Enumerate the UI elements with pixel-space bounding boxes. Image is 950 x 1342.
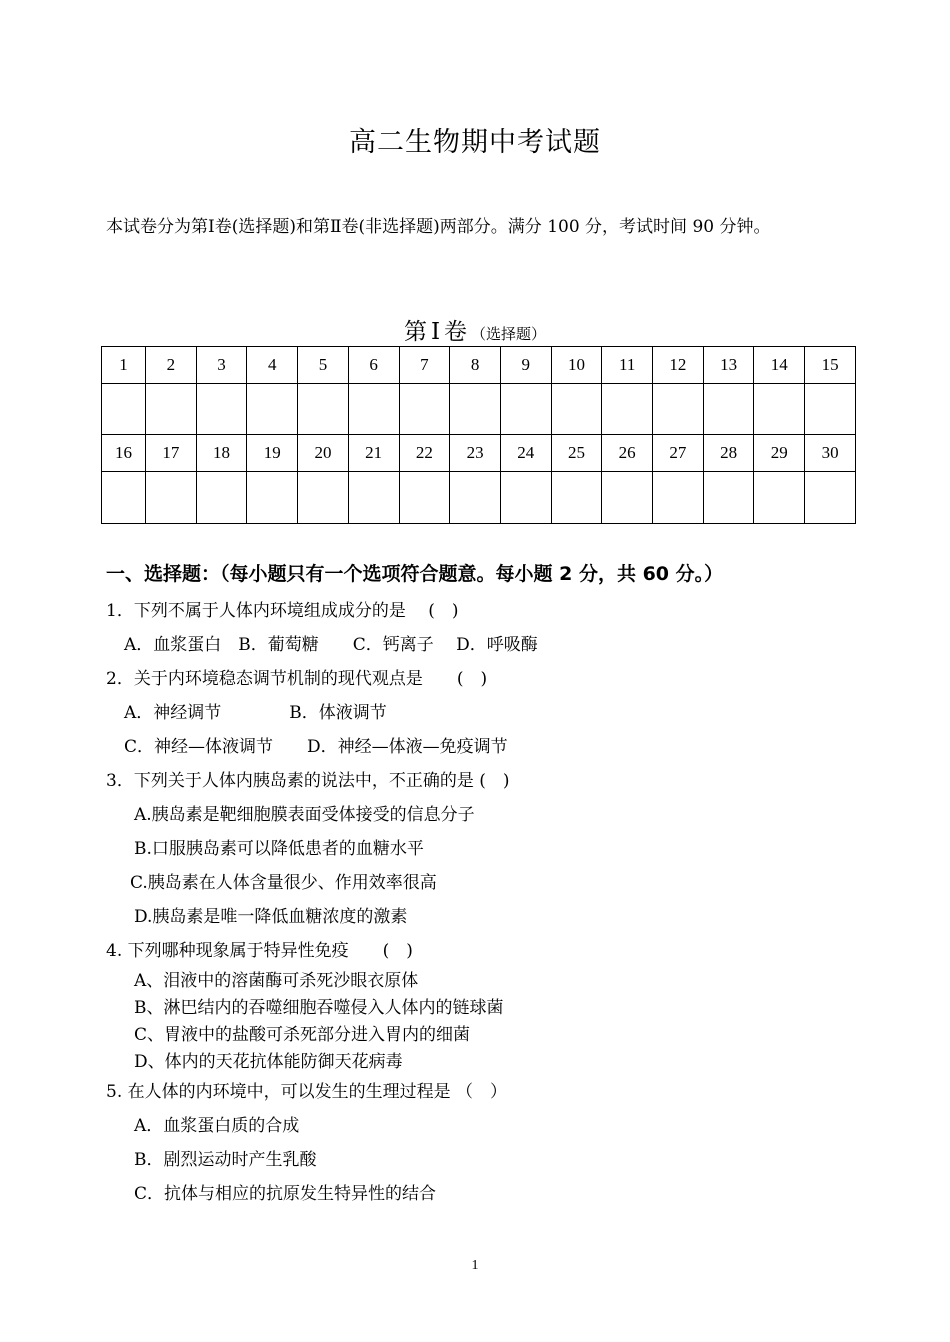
page-number: 1: [471, 1258, 479, 1273]
question-number: 9: [500, 347, 551, 384]
question-number: 23: [450, 435, 501, 472]
answer-cell[interactable]: [298, 383, 349, 435]
answer-cell[interactable]: [754, 383, 805, 435]
question-stem: 3．下列关于人体内胰岛素的说法中，不正确的是 ( ): [106, 771, 510, 791]
answer-blank-row-2: [102, 472, 856, 524]
question-number: 7: [399, 347, 450, 384]
page-title: 高二生物期中考试题: [349, 127, 601, 158]
question-number: 27: [653, 435, 704, 472]
answer-cell[interactable]: [399, 472, 450, 524]
question-options: A．血浆蛋白 B．葡萄糖 C．钙离子 D．呼吸酶: [124, 635, 538, 655]
question-number: 3: [196, 347, 247, 384]
question-number: 2: [146, 347, 197, 384]
question-number: 16: [102, 435, 146, 472]
question-number: 4: [247, 347, 298, 384]
question-number: 15: [805, 347, 856, 384]
volume-subtitle: （选择题）: [471, 325, 547, 343]
question-number: 8: [450, 347, 501, 384]
answer-cell[interactable]: [102, 383, 146, 435]
question-number: 14: [754, 347, 805, 384]
question-number: 13: [703, 347, 754, 384]
question-number: 24: [500, 435, 551, 472]
answer-number-row-2: [102, 435, 856, 472]
question-number: 22: [399, 435, 450, 472]
answer-cell[interactable]: [102, 472, 146, 524]
question-option: D、体内的天花抗体能防御天花病毒: [134, 1052, 403, 1072]
answer-cell[interactable]: [805, 383, 856, 435]
question-stem: 1．下列不属于人体内环境组成成分的是 ( ): [106, 601, 459, 621]
question-number: 1: [102, 347, 146, 384]
answer-blank-row-1: [102, 383, 856, 435]
answer-cell[interactable]: [450, 472, 501, 524]
question-number: 17: [146, 435, 197, 472]
question-number: 12: [653, 347, 704, 384]
answer-cell[interactable]: [348, 472, 399, 524]
question-stem: 4. 下列哪种现象属于特异性免疫 ( ): [106, 941, 413, 961]
question-number: 6: [348, 347, 399, 384]
answer-cell[interactable]: [602, 472, 653, 524]
question-option: C．抗体与相应的抗原发生特异性的结合: [134, 1184, 437, 1204]
question-number: 10: [551, 347, 602, 384]
question-number: 26: [602, 435, 653, 472]
answer-number-row-1: [102, 347, 856, 384]
answer-cell[interactable]: [754, 472, 805, 524]
answer-cell[interactable]: [551, 472, 602, 524]
answer-cell[interactable]: [805, 472, 856, 524]
answer-cell[interactable]: [500, 383, 551, 435]
answer-cell[interactable]: [146, 383, 197, 435]
question-number: 18: [196, 435, 247, 472]
answer-cell[interactable]: [146, 472, 197, 524]
question-number: 5: [298, 347, 349, 384]
question-option: C、胃液中的盐酸可杀死部分进入胃内的细菌: [134, 1025, 471, 1045]
answer-cell[interactable]: [247, 383, 298, 435]
answer-cell[interactable]: [653, 383, 704, 435]
answer-cell[interactable]: [551, 383, 602, 435]
question-number: 19: [247, 435, 298, 472]
answer-cell[interactable]: [450, 383, 501, 435]
question-option: B.口服胰岛素可以降低患者的血糖水平: [134, 839, 424, 859]
question-option: C．神经—体液调节 D．神经—体液—免疫调节: [124, 737, 508, 757]
question-option: C.胰岛素在人体含量很少、作用效率很高: [130, 873, 437, 893]
answer-cell[interactable]: [298, 472, 349, 524]
question-number: 25: [551, 435, 602, 472]
question-number: 11: [602, 347, 653, 384]
answer-cell[interactable]: [399, 383, 450, 435]
question-number: 30: [805, 435, 856, 472]
question-number: 28: [703, 435, 754, 472]
answer-cell[interactable]: [196, 383, 247, 435]
exam-instructions: 本试卷分为第Ⅰ卷(选择题)和第Ⅱ卷(非选择题)两部分。满分 100 分，考试时间 90 分钟。: [106, 217, 771, 237]
volume-title: 第Ⅰ卷: [403, 319, 472, 345]
question-number: 29: [754, 435, 805, 472]
answer-cell[interactable]: [602, 383, 653, 435]
question-stem: 2．关于内环境稳态调节机制的现代观点是 ( ): [106, 669, 488, 689]
section-heading: 一、选择题：（每小题只有一个选项符合题意。每小题 2 分，共 60 分。）: [106, 563, 724, 585]
question-number: 20: [298, 435, 349, 472]
question-option: D.胰岛素是唯一降低血糖浓度的激素: [134, 907, 408, 927]
question-option: A．神经调节 B．体液调节: [124, 703, 387, 723]
answer-cell[interactable]: [196, 472, 247, 524]
volume-heading: [0, 313, 950, 346]
question-option: A.胰岛素是靶细胞膜表面受体接受的信息分子: [134, 805, 475, 825]
answer-cell[interactable]: [703, 472, 754, 524]
answer-cell[interactable]: [348, 383, 399, 435]
answer-cell[interactable]: [653, 472, 704, 524]
question-option: A、泪液中的溶菌酶可杀死沙眼衣原体: [134, 971, 419, 991]
question-option: A．血浆蛋白质的合成: [134, 1116, 300, 1136]
question-stem: 5. 在人体的内环境中，可以发生的生理过程是 （ ）: [106, 1082, 508, 1102]
question-number: 21: [348, 435, 399, 472]
question-option: B、淋巴结内的吞噬细胞吞噬侵入人体内的链球菌: [134, 998, 504, 1018]
answer-cell[interactable]: [703, 383, 754, 435]
answer-cell[interactable]: [500, 472, 551, 524]
answer-grid: [101, 346, 856, 524]
question-option: B．剧烈运动时产生乳酸: [134, 1150, 317, 1170]
answer-cell[interactable]: [247, 472, 298, 524]
